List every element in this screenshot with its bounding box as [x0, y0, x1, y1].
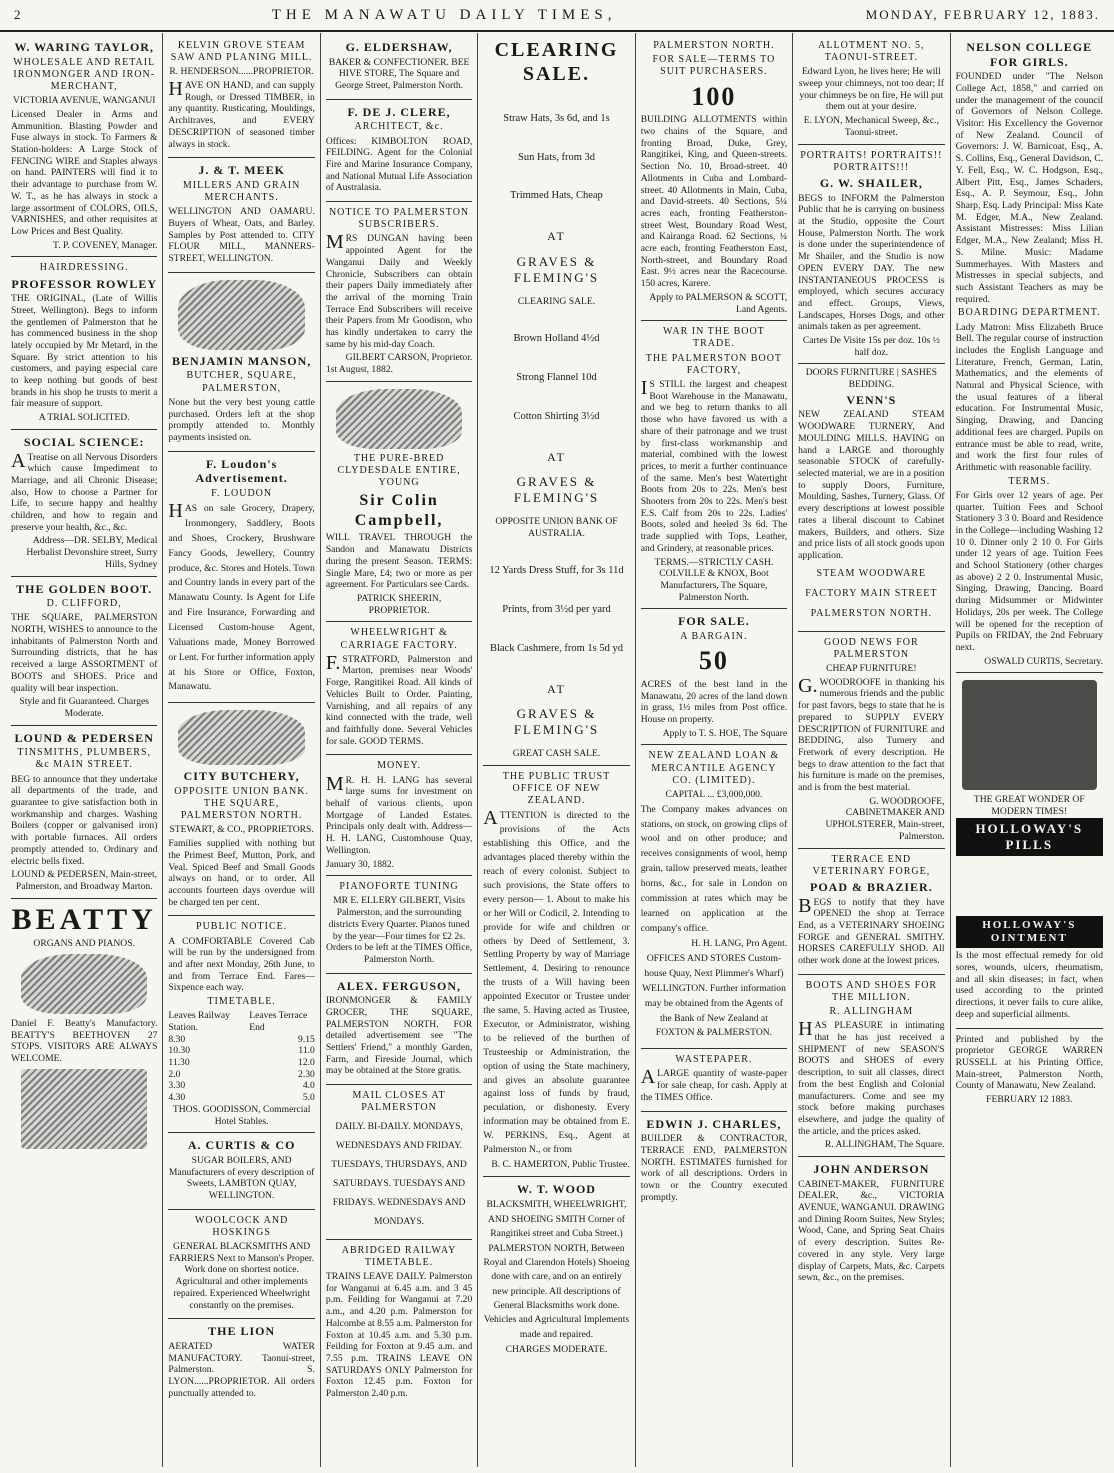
ad-body: For Girls over 12 years of age. Per quarter. Tuition Fees and School Stationery 3 3 0. Board and Residence in the College—including Washing 12 10 0. Dinner only 2 10 0. For Girls under 12 years of age. Tuition Fees and School Stationery (other charges as above) 2 2 0. Instrumental Music, Singing, Drawing, Dancing. Board during Midsummer or Midwinter Holidays, 20s per week. The College will be opened for the reception of Pupils on FRIDAY, the 2nd February next. — [955, 489, 1103, 653]
ad-title: PALMERSTON NORTH. — [653, 40, 775, 51]
ad-body: THE SQUARE, PALMERSTON NORTH, WISHES to announce to the inhabitants of Palmerston North and Surrounding districts, that he has received a large ASSORTMENT of BOOTS and SHOES. Price and quality will bear inspection. — [11, 612, 158, 694]
ad-title: LOUND & PEDERSEN — [14, 730, 154, 745]
ad-lyon-sweep — [798, 35, 944, 145]
imprint-text: Printed and published by the proprietor GEORGE WARREN RUSSELL at his Printing Office, Main-street, Palmerston North, County of Manawatu, New Zealand. — [955, 1033, 1103, 1092]
ad-title: PROFESSOR ROWLEY — [11, 276, 158, 291]
ad-title: NELSON COLLEGE FOR GIRLS. — [966, 40, 1093, 69]
firm-name: GRAVES & FLEMING'S — [513, 706, 600, 738]
ad-title: WHEELWRIGHT & CARRIAGE FACTORY. — [340, 627, 458, 651]
ad-title: NOTICE TO PALMERSTON SUBSCRIBERS. — [328, 207, 470, 231]
ad-body: ALARGE quantity of waste-paper for sale cheap, for cash. Apply at the TIMES Office. — [640, 1066, 788, 1103]
ad-signature: B. C. HAMERTON, Public Trustee. — [491, 1159, 630, 1171]
ad-title: VENN'S — [846, 392, 897, 407]
ad-mail-closes — [326, 1085, 472, 1240]
ad-title: THE PUBLIC TRUST OFFICE OF NEW ZEALAND. — [502, 770, 611, 807]
ad-public-trust — [483, 766, 629, 1177]
issue-date: MONDAY, FEBRUARY 12, 1883. — [865, 7, 1100, 22]
ad-rowley — [11, 257, 157, 430]
ad-title: WASTEPAPER. — [675, 1054, 753, 1066]
ad-body: ATTENTION is directed to the provisions of the Acts establishing this Office, and the advantages placed thereby within the reach of every colonist. Subject to such provisions, the State offers to every person— 1. About to make his or her Will or Codicil, 2. Intending to provide for wife and children or others by Deed of Settlement, 3. Settling Property by way of Marriage Settlement, 4. Desiring to renounce the trusts of a Will having been appointed Executor or Trustee under the same, 5. Having acted as Trustee, Executor, or Administrator, wishing to be relieved of the burthen of Trusteeship or Administration, the option of using the State machinery, and gives an absolute guarantee against loss of funds by fraud, peculation, or dishonesty. Every information may be obtained from E. W. PERKINS, Esq., Agent at Palmerston N., or from — [483, 807, 630, 1156]
timetable-row — [168, 1057, 314, 1069]
ad-anderson — [798, 1157, 944, 1291]
sale-at: AT — [547, 449, 566, 464]
ad-title: HOLLOWAY'S PILLS — [956, 818, 1103, 856]
ad-charles — [641, 1112, 787, 1211]
ad-signature: G. WOODROOFE, CABINETMAKER AND UPHOLSTERER, Main-street, Palmerston. — [825, 795, 945, 842]
timetable-row — [168, 1069, 314, 1081]
ad-title: MAIL CLOSES AT PALMERSTON — [352, 1090, 446, 1114]
ad-body: WILL TRAVEL THROUGH the Sandon and Manawatu Districts during the present Season. TERMS: Single Mare, £4; two or more as per agreement. For Particulars see Cards. — [325, 532, 473, 591]
ad-signature: R. ALLINGHAM, The Square. — [824, 1139, 945, 1151]
ad-signature: E. LYON, Mechanical Sweep, &c., Taonui-street. — [803, 115, 939, 138]
ad-subtitle: THE PALMERSTON BOOT FACTORY, — [645, 352, 783, 376]
holloway-illustration — [962, 680, 1097, 790]
section-head: TERMS. — [1008, 475, 1051, 487]
ad-title: MONEY. — [377, 760, 421, 772]
ad-boot-war — [641, 321, 787, 609]
newspaper-columns — [6, 33, 1108, 1467]
sale-item: Sun Hats, from 3d — [517, 151, 595, 163]
timetable-cell: 9.15 — [298, 1033, 315, 1045]
ad-palmerston-sections — [641, 35, 787, 321]
paper-title: THE MANAWATU DAILY TIMES, — [271, 6, 617, 23]
ad-body: WELLINGTON AND OAMARU. Buyers of Wheat, Oats, and Barley. Samples by Post attended to. CITY FLOUR MILL, MANNERS-STREET, WELLINGTON. — [168, 206, 315, 265]
ad-body: FOUNDED under "The Nelson College Act, 1858," and carried on under the management of the council of Governors of Nelson College. Visitor: His Excellency the Governor of New Zealand. Council of Governors: J. W. Barnicoat, Esq., A. S. Collins, Esq., General Davidson, C. Y. Fell, Esq., W. C. Hodgson, Esq., Albert Pitt, Esq., James Schaders, Esq., A. P. Seymour, Esq., John Sharp, Esq. Lady Principal: Miss Kate M. Edger, M.A., New Zealand. Assistant Mistresses: Miss Lilian Edger, M.A., New Zealand; Miss H. S. Milne. Music: Madame Summerhayes. With Masters and Mistresses in special subjects, and such Assistant Teachers as may be required. — [955, 71, 1103, 305]
sale-item: Cotton Shirting 3½d — [513, 410, 600, 422]
masthead — [0, 0, 1114, 32]
ad-subtitle: BUTCHER, SQUARE, PALMERSTON, — [186, 370, 297, 394]
ad-big-number: 50 — [698, 646, 729, 676]
beatty-logo: BEATTY — [11, 902, 157, 936]
ad-subtitle: ORGANS AND PIANOS. — [33, 938, 135, 950]
ad-loudon — [168, 452, 314, 704]
ad-waring-taylor — [11, 35, 157, 257]
ad-title-ointment: HOLLOWAY'S OINTMENT — [956, 916, 1103, 949]
timetable-cell: 12.0 — [298, 1057, 315, 1069]
organ-illustration — [21, 1069, 147, 1149]
ad-allingham — [798, 975, 944, 1157]
ad-title: JOHN ANDERSON — [813, 1162, 930, 1177]
timetable-cell: 3.30 — [168, 1080, 186, 1092]
ad-signature: Apply to PALMERSON & SCOTT, Land Agents. — [649, 291, 788, 315]
ad-clearing-sale — [483, 35, 629, 766]
timetable-col: Leaves Railway Station. — [168, 1010, 230, 1033]
ad-wood — [483, 1177, 629, 1361]
ad-title: A. CURTIS & CO — [187, 1138, 296, 1153]
timetable-cell: 2.0 — [168, 1068, 181, 1080]
ad-body: SUGAR BOILERS, AND Manufacturers of every description of Sweets, LAMBTON QUAY, WELLINGTON. — [168, 1154, 315, 1201]
ad-subtitle: POAD & BRAZIER. — [810, 879, 933, 894]
ad-capital: CAPITAL ... £3,000,000. — [665, 788, 763, 800]
ad-subscribers-notice — [326, 202, 472, 382]
ad-body: BAKER & CONFECTIONER. BEE HIVE STORE, The Square and George Street, Palmerston North. — [328, 56, 470, 92]
ad-signature: Apply to T. S. HOE, The Square — [662, 727, 788, 739]
ad-subtitle: THE GREAT WONDER OF MODERN TIMES! — [973, 794, 1085, 818]
section-head: HAIRDRESSING. — [39, 262, 129, 274]
ad-title: F. DE J. CLERE, — [347, 104, 451, 119]
ad-title: GOOD NEWS FOR PALMERSTON — [824, 636, 919, 660]
imprint-date: FEBRUARY 12 1883. — [986, 1094, 1073, 1106]
ad-subtitle: D. CLIFFORD, — [46, 598, 122, 610]
timetable-row — [168, 1034, 314, 1046]
ad-public-notice-cab — [168, 916, 314, 1133]
ad-body: Families supplied with nothing but the Primest Beef, Mutton, Pork, and Veal. Spiced Beef and Small Goods always on hand, or to order. All accounts fourteen days overdue will be charged ten per cent. — [168, 838, 315, 908]
ad-body: Is the most effectual remedy for old sores, wounds, ulcers, rheumatism, and all skin diseases; in fact, when used according to the printed directions, it never fails to cure alike, deep and superficial ailments. — [955, 950, 1103, 1020]
ad-body: None but the very best young cattle purchased. Orders left at the shop promptly attended to. Monthly payments insisted on. — [168, 396, 315, 443]
sale-label: CLEARING SALE. — [517, 295, 596, 307]
timetable-title: TIMETABLE. — [207, 996, 276, 1008]
ad-manson — [168, 273, 314, 452]
column-3 — [321, 33, 478, 1467]
ad-header: DOORS FURNITURE | SASHES BEDDING. — [805, 367, 937, 391]
ad-date: January 30, 1882. — [325, 858, 395, 870]
ad-woodroofe — [798, 632, 944, 849]
ad-title: NEW ZEALAND LOAN & MERCANTILE AGENCY CO. (LIMITED). — [648, 750, 780, 786]
ad-body: Edward Lyon, he lives here; He will sweep your chimneys, not too dear; If your chimneys be on fire, He will put them out at your desire. — [798, 66, 944, 113]
ad-wheelwright — [326, 622, 472, 755]
cattle-illustration — [178, 710, 304, 765]
ad-money — [326, 755, 472, 876]
sale-item: Black Cashmere, from 1s 5d yd — [490, 642, 623, 654]
ad-title: F. Loudon's Advertisement. — [195, 456, 288, 486]
timetable-cell: 10.30 — [168, 1045, 191, 1057]
ad-body: F.STRATFORD, Palmerston and Marton, premises near Woods' Forge, Rangitikei Road. All kinds of Vehicles Built to Order. Painting, Varnishing, and all repairs of any kind connected with the trade, well and faithfully done. Several Vehicles for sale. GOOD TERMS. — [325, 651, 473, 747]
column-6 — [793, 33, 950, 1467]
ad-signature: T. P. COVENEY, Manager. — [53, 239, 158, 251]
ad-title: BOOTS AND SHOES FOR THE MILLION. — [805, 979, 938, 1003]
ad-signature: GILBERT CARSON, Proprietor. — [345, 352, 473, 364]
sale-item: Strong Flannel 10d — [516, 372, 597, 384]
firm-address: OPPOSITE UNION BANK OF AUSTRALIA. — [495, 515, 618, 539]
ad-title: FOR SALE. — [678, 614, 750, 629]
ad-body: BLACKSMITH, WHEELWRIGHT, AND SHOEING SMITH Corner of Rangitikei street and Cuba Street.) PALMERSTON NORTH, Between Royal and Clarendon Hotels) Shoeing done with care, and on an entirely new principle. All descriptions of General Blacksmiths work done. Vehicles and Agricultural Implements made and repaired. — [483, 1199, 630, 1340]
sale-at: AT — [547, 681, 566, 696]
ad-date: 1st August, 1882. — [325, 364, 394, 376]
timetable-cell: 2.30 — [298, 1068, 315, 1080]
column-5 — [636, 33, 793, 1467]
horse-illustration — [336, 389, 462, 449]
column-2 — [163, 33, 320, 1467]
firm-name: GRAVES & FLEMING'S — [513, 253, 600, 285]
ad-terms: TERMS.—STRICTLY CASH. — [654, 556, 774, 568]
ad-golden-boot — [11, 577, 157, 726]
ad-title: WAR IN THE BOOT TRADE. — [663, 326, 765, 350]
ad-lound-pedersen — [11, 726, 157, 899]
timetable-cell: 4.30 — [168, 1092, 186, 1104]
ad-body: Lady Matron: Miss Elizabeth Bruce Bell. The regular course of instruction includes the English Language and Literature, French, German, Latin, Mathematics, and the elements of Natural and Physical Science, with the usual features of a liberal education. For Instrumental Music, Singing, Drawing, and Dancing additional fees are charged. Pupils on entrance must be able to read, write, and work the first four rules of Arithmetic with reasonable facility. — [955, 321, 1103, 473]
ad-subtitle: WHOLESALE AND RETAIL IRONMONGER AND IRON-MERCHANT, — [13, 56, 156, 92]
timetable-header — [168, 1010, 314, 1033]
ad-ferguson — [326, 974, 472, 1086]
ad-nz-loan — [641, 745, 787, 1049]
sale-item: 12 Yards Dress Stuff, for 3s 11d — [489, 565, 624, 577]
ad-body: BEGS to notify that they have OPENED the shop at Terrace End, as a VETERINARY SHOEING FORGE and GENERAL SMITHY. HORSES CAREFULLY SHOD. All other work done at the lowest prices. — [798, 894, 945, 967]
timetable-cell: 4.0 — [302, 1080, 315, 1092]
timetable-cell: 11.0 — [298, 1045, 315, 1057]
ad-signature: THOS. GOODISSON, Commercial Hotel Stables. — [172, 1103, 311, 1127]
ad-lion — [168, 1319, 314, 1406]
timetable-cell: 5.0 — [302, 1092, 315, 1104]
ad-body: HAS on sale Grocery, Drapery, Ironmongery, Saddlery, Boots and Shoes, Crockery, Brushware Fancy Goods, Jewellery, Country produce, &c. Stores and Hotels. Town and Country lands in every part of the Manawatu County. Is Agent for Life and Fire Insurance, Forwarding and Licensed Custom-house Agent, Valuations made, Money Borrowed or Lent. For further information apply at his Store or Office, Foxton, Manawatu. — [168, 500, 315, 693]
ad-body: AERATED WATER MANUFACTORY. Taonui-street, Palmerston. S. LYON......PROPRIETOR. All orders punctually attended to. — [168, 1340, 315, 1399]
ad-footer: STEAM WOODWARE FACTORY MAIN STREET PALMERSTON NORTH. — [805, 567, 938, 619]
ad-title: G. ELDERSHAW, — [345, 40, 453, 54]
ad-title: TERRACE END VETERINARY FORGE, — [812, 853, 931, 877]
timetable-col: Leaves Terrace End — [249, 1010, 308, 1033]
ad-clere — [326, 100, 472, 202]
ad-footer: Style and fit Guaranteed. Charges Moderate. — [19, 696, 149, 719]
ad-wastepaper — [641, 1049, 787, 1111]
ad-subtitle: FOR SALE—TERMS TO SUIT PURCHASERS. — [652, 54, 776, 78]
ad-address: Address—DR. SELBY, Medical Herbalist Devonshire street, Surry Hills, Sydney — [26, 535, 158, 570]
ad-body: BEG to announce that they undertake all departments of the trade, and guarantee to give satisfaction both in workmanship and charges. Washing Boilers (copper or galvanised iron) with portable furnaces. All orders promptly attended to. Ordinary and electric bells fixed. — [11, 773, 158, 867]
ad-woolcock — [168, 1210, 314, 1320]
ad-title: THE GOLDEN BOOT. — [16, 581, 153, 596]
ad-title: PORTRAITS! PORTRAITS!! PORTRAITS!!! — [800, 149, 943, 173]
ad-subtitle: MILLERS AND GRAIN MERCHANTS. — [182, 179, 301, 204]
ad-body: BUILDER & CONTRACTOR, TERRACE END, PALMERSTON NORTH. ESTIMATES furnished for work of all descriptions. Orders in town or the Country executed promptly. — [640, 1133, 788, 1203]
ad-body: G.WOODROOFE in thanking his numerous friends and the public for past favors, begs to state that he is prepared to SUPPLY EVERY DESCRIPTION of FURNITURE and BEDDING, also Turnery and Fretwork of every description. He begs to draw attention to the fact that his furniture is made on the premises, and is from the best material. — [798, 674, 945, 794]
ad-title: CITY BUTCHERY, — [183, 769, 300, 784]
ad-title: W. WARING TAYLOR, — [14, 40, 154, 54]
ad-body: GENERAL BLACKSMITHS AND FARRIERS Next to Manson's Proper. Work done on shortest notice. Agricultural and other implements repaired. Experienced Wheelwright constantly on the premises. — [169, 1241, 314, 1311]
ad-title: ABRIDGED RAILWAY TIMETABLE. — [341, 1244, 457, 1268]
ad-subtitle: TINSMITHS, PLUMBERS, &c MAIN STREET. — [17, 747, 152, 771]
ad-venns — [798, 364, 944, 631]
ad-body: MR. H. H. LANG has several large sums for investment on behalf of various clients, upon Mortgage of Landed Estates. Principals only dealt with. Address— H. H. LANG, Customhouse Quay, Wellington. — [325, 772, 473, 856]
ad-proprietor: R. HENDERSON......PROPRIETOR. — [169, 66, 314, 78]
ad-subtitle: ARCHITECT, &c. — [354, 121, 444, 133]
ad-curtis — [168, 1133, 314, 1209]
ad-railway-timetable — [326, 1240, 472, 1407]
ad-signature: OSWALD CURTIS, Secretary. — [984, 655, 1103, 667]
ad-title: WOOLCOCK AND HOSKINGS — [194, 1214, 289, 1238]
ad-body: THE ORIGINAL, (Late of Willis Street, Wellington). Begs to inform the gentlemen of Palmerston that he has commenced business in the shop lately occupied by Mr Metard, in the Square. By strict attention to his customers, and paying especial care to keep nothing but goods of best brands in his shop he trusts to merit a fair measure of support. — [11, 293, 158, 410]
bull-illustration — [178, 280, 304, 350]
ad-kelvin-grove — [168, 35, 314, 158]
ad-title: KELVIN GROVE STEAM SAW AND PLANING MILL. — [170, 40, 313, 64]
ad-subtitle: OPPOSITE UNION BANK. THE SQUARE, PALMERSTON NORTH. — [174, 785, 309, 822]
ad-body: The Company makes advances on stations, on stock, on growing clips of wool and on other produce; and receives consignments of wool, hemp grain, tallow preserved meats, leather horns, &c., for sale in London on commission at rates which may be learned on application at the company's office. — [640, 803, 788, 934]
ad-subtitle: F. LOUDON — [211, 487, 273, 499]
ad-signature: PATRICK SHEERIN, PROPRIETOR. — [356, 592, 442, 616]
ad-shailer — [798, 145, 944, 365]
ad-body: BUILDING ALLOTMENTS within two chains of the Square, and fronting Broad, Duke, Grey, Rangitikei, King, and Queen-streets. Section No. 10, Broad-street. 40 Allotments in Cuba and Lombard-street. 40 Allotments in Main, Cuba, and David-streets. 40 Sections, 5¼ acres each, fronting Featherston-street West, Boundary Road West, and Kairanga Road. 62 Sections, ¼ acre each, fronting Featherston East, North-street, and Boundary Road East. 9½ acres near the Racecourse. 150 acres, Karere. — [640, 114, 788, 290]
factory-illustration — [21, 954, 147, 1014]
sale-item: Prints, from 3½d per yard — [502, 604, 611, 616]
ad-title: THE LION — [208, 1324, 276, 1339]
ad-body: Daniel F. Beatty's Manufactory. BEATTY'S BEETHOVEN 27 STOPS. VISITORS ARE ALWAYS WELCOME. — [11, 1018, 158, 1065]
timetable-row — [168, 1092, 314, 1104]
ad-body: CABINET-MAKER, FURNITURE DEALER, &c., VICTORIA AVENUE, WANGANUI. DRAWING and Dining Room Suites, New Styles; Wood, Cane, and Spring Seat Chairs of every description. Suites Re-covered in any style. Very large display of Carpets, Mats, &c. Carpets sewn, &c., on the premises. — [798, 1178, 945, 1284]
ad-title: J. & T. MEEK — [198, 163, 285, 178]
column-4 — [478, 33, 635, 1467]
ad-title: BENJAMIN MANSON, — [171, 353, 312, 368]
ad-body: Offices: KIMBOLTON ROAD, FEILDING. Agent for the Colonial Fire and Marine Insurance Company, and National Mutual Life Association of Australasia. — [325, 135, 473, 194]
ad-body: MR E. ELLERY GILBERT, Visits Palmerston, and the surrounding districts Every Quarter. Pianos tuned by the year—Four times for £2 2s. Orders to be left at the TIMES Office, Palmerston North. — [325, 895, 473, 965]
section-head: BOARDING DEPARTMENT. — [957, 307, 1101, 319]
ad-holloway — [956, 673, 1103, 1028]
ad-title: ALLOTMENT NO. 5, TAONUI-STREET. — [818, 40, 925, 64]
ad-beatty — [11, 899, 157, 1158]
ad-body: IS STILL the largest and cheapest Boot Warehouse in the Manawatu, and we beg to return thanks to all those who have favored us with a share of their patronage and we trust by first-class workmanship and material, combined with the lowest prices, to merit a further continuance of the same. Men's best Watertight Boots from 20s to 22s. Men's best Shooters from 20s to 22s. Men's best E.S. Calf from 20s to 22s. Ladies' Boots, soled and heeled 3s 6d. The trade supplied with Tops, Leather, and Grindery, at reasonable prices. — [640, 376, 788, 554]
ad-meek — [168, 158, 314, 273]
ad-body: IRONMONGER & FAMILY GROCER, THE SQUARE, PALMERSTON NORTH. FOR detailed advertisement see "The Settlers' Friend," a monthly Garden, Farm, and Fireside Journal, which may be obtained at the Store gratis. — [325, 995, 473, 1077]
ad-title: CLEARING SALE. — [494, 39, 619, 86]
ad-body: A COMFORTABLE Covered Cab will be run by the undersigned from and after next Monday, 26th June, to and from Terrace End. Fares—Sixpence each way. — [168, 935, 315, 994]
ad-owner: STEWART, & CO., PROPRIETORS. — [169, 824, 314, 836]
ad-body: HAVE ON HAND, and can supply Rough, or Dressed TIMBER, in any quantity. Rusticating, Mouldings, Architraves, and EVERY DESCRIPTION of seasoned timber always in stock. — [168, 78, 315, 150]
sale-item: Brown Holland 4½d — [513, 333, 600, 345]
ad-footer: A TRIAL SOLICITED. — [38, 412, 130, 424]
ad-subtitle: A BARGAIN. — [680, 630, 748, 642]
ad-body: MRS DUNGAN having been appointed Agent for the Wanganui Daily and Weekly Chronicle, Subscribers can obtain their papers Daily immediately after the arrival of the morning Train Terrace End Subscribers will receive their Papers from Mr Goodison, who has kindly undertaken to carry the same by his mid-day Coach. — [325, 231, 473, 350]
ad-footer: LOUND & PEDERSEN, Main-street, Palmerston, and Broadway Marton. — [11, 869, 158, 892]
sale-item: Trimmed Hats, Cheap — [510, 190, 603, 202]
ad-title: PIANOFORTE TUNING — [339, 881, 459, 893]
ad-body: BEGS to INFORM the Palmerston Public that he is carrying on business at the Studio, opposite the Court House, Palmerston North. The work is done under the superintendence of Mr Shailer, and the Studio is now OPEN EVERY DAY. The new INSTANTANEOUS PROCESS is employed, which secures accuracy and effect. Groups, Views, Landscapes, Horses Dogs, and other animals taken as per agreement. — [798, 192, 945, 333]
ad-social-science — [11, 430, 157, 577]
sale-item: Straw Hats, 3s 6d, and 1s — [503, 112, 610, 124]
column-7 — [951, 33, 1108, 1467]
sale-label: GREAT CASH SALE. — [512, 748, 601, 760]
ad-body: DAILY. BI-DAILY. MONDAYS, WEDNESDAYS AND FRIDAY. TUESDAYS, THURSDAYS, AND SATURDAYS. TUESDAYS AND FRIDAYS. WEDNESDAYS AND MONDAYS. — [331, 1120, 467, 1228]
horse-name: Sir Colin Campbell, — [354, 492, 444, 529]
ad-eldershaw — [326, 35, 472, 100]
page-number: 2 — [14, 7, 23, 22]
ad-terrace-end-forge — [798, 849, 944, 975]
ad-title: EDWIN J. CHARLES, — [646, 1116, 782, 1131]
ad-body: ACRES of the best land in the Manawatu, 20 acres of the land down in grass, 1½ miles from Post office. House on property. — [640, 678, 788, 725]
ad-prices: Cartes De Visite 15s per doz. 10s ½ half doz. — [802, 335, 940, 358]
ad-footer: CHARGES MODERATE. — [505, 1344, 608, 1356]
timetable-row — [168, 1045, 314, 1057]
ad-subtitle: G. W. SHAILER, — [819, 175, 923, 190]
ad-title: W. T. WOOD — [517, 1181, 596, 1196]
ad-piano-tuning — [326, 876, 472, 973]
imprint — [956, 1029, 1103, 1111]
ad-signature: COLVILLE & KNOX, Boot Manufacturers, The Square, Palmerston North. — [659, 568, 769, 603]
ad-title: SOCIAL SCIENCE: — [23, 434, 145, 449]
ad-address: VICTORIA AVENUE, WANGANUI — [12, 95, 156, 107]
ad-clydesdale — [326, 382, 472, 623]
ad-body: ATreatise on all Nervous Disorders which cause Impediment to Marriage, and all Chronic Disease; also, How to choose a Partner for Life, to secure happy and healthy children, and how to regain and preserve your health, &c., &c. — [11, 449, 158, 533]
timetable-cell: 8.30 — [168, 1033, 186, 1045]
column-1 — [6, 33, 163, 1467]
ad-nelson-college — [956, 35, 1103, 673]
ad-body: TRAINS LEAVE DAILY. Palmerston for Wanganui at 6.45 a.m. and 3 45 p.m. Feilding for Wanganui at 7.20 a.m., and 4.20 p.m. Palmerston for Halcombe at 8.55 a.m. Palmerston for Foxton at 10.45 a.m. and 5.30 p.m. Feilding for Foxton at 9.45 a.m. and 7.55 p.m. TRAINS LEAVE ON SATURDAYS ONLY Palmerston for Foxton 12.45 p.m. Foxton for Palmerston 2.40 p.m. — [325, 1271, 473, 1400]
ad-body: HAS PLEASURE in intimating that he has just received a SHIPMENT of new SEASON'S BOOTS and SHOES of every description, to suit all classes, direct from the best English and Colonial manufacturers. Come and see my stock before making purchases elsewhere, and judge the quality of the article, and the prices asked. — [798, 1018, 945, 1137]
ad-subtitle: THE PURE-BRED CLYDESDALE ENTIRE, YOUNG — [337, 452, 461, 489]
firm-name: GRAVES & FLEMING'S — [513, 474, 600, 506]
ad-big-number: 100 — [691, 81, 737, 111]
ad-body: NEW ZEALAND STEAM WOODWARE TURNERY, And MOULDING MILLS. HAVING on hand a LARGE and thoroughly seasonable STOCK of carefully-selected material, we are in a position to supply Doors, Furniture, Moulding, Sashes, Turnery, Glass. Of every descriptions at lowest possible rates a liberal discount to Cabinet makers, Builders, and others. Size and price lists of all stock goods upon application. — [798, 409, 945, 561]
timetable-row — [168, 1080, 314, 1092]
ad-for-sale-bargain — [641, 609, 787, 745]
sale-at: AT — [547, 229, 566, 244]
timetable-cell: 11.30 — [168, 1057, 190, 1069]
ad-title: ALEX. FERGUSON, — [337, 978, 462, 993]
ad-signature: H. H. LANG, Pro Agent. — [691, 938, 788, 950]
ad-subtitle: CHEAP FURNITURE! — [826, 662, 917, 674]
ad-subtitle: R. ALLINGHAM — [829, 1006, 914, 1018]
ad-offices: OFFICES AND STORES Custom-house Quay, Next Plimmer's Wharf) WELLINGTON. Further information may be obtained from the Agents of the Bank of New Zealand at FOXTON & PALMERSTON. — [641, 953, 786, 1039]
ad-title: PUBLIC NOTICE. — [196, 921, 288, 933]
ad-body: Licensed Dealer in Arms and Ammunition. Blasting Powder and Fuse always in stock. To Farmers & Station-holders: A Large Stock of FENCING WIRE and Staples always on hand. PAINTERS will find it to their advantage to purchase from W. W. T., as he has always in stock a large assortment of COLORS, OILS, VARNISHES, and other requisites at Low Prices and Best Quality. — [11, 108, 158, 237]
ad-city-butchery — [168, 703, 314, 916]
